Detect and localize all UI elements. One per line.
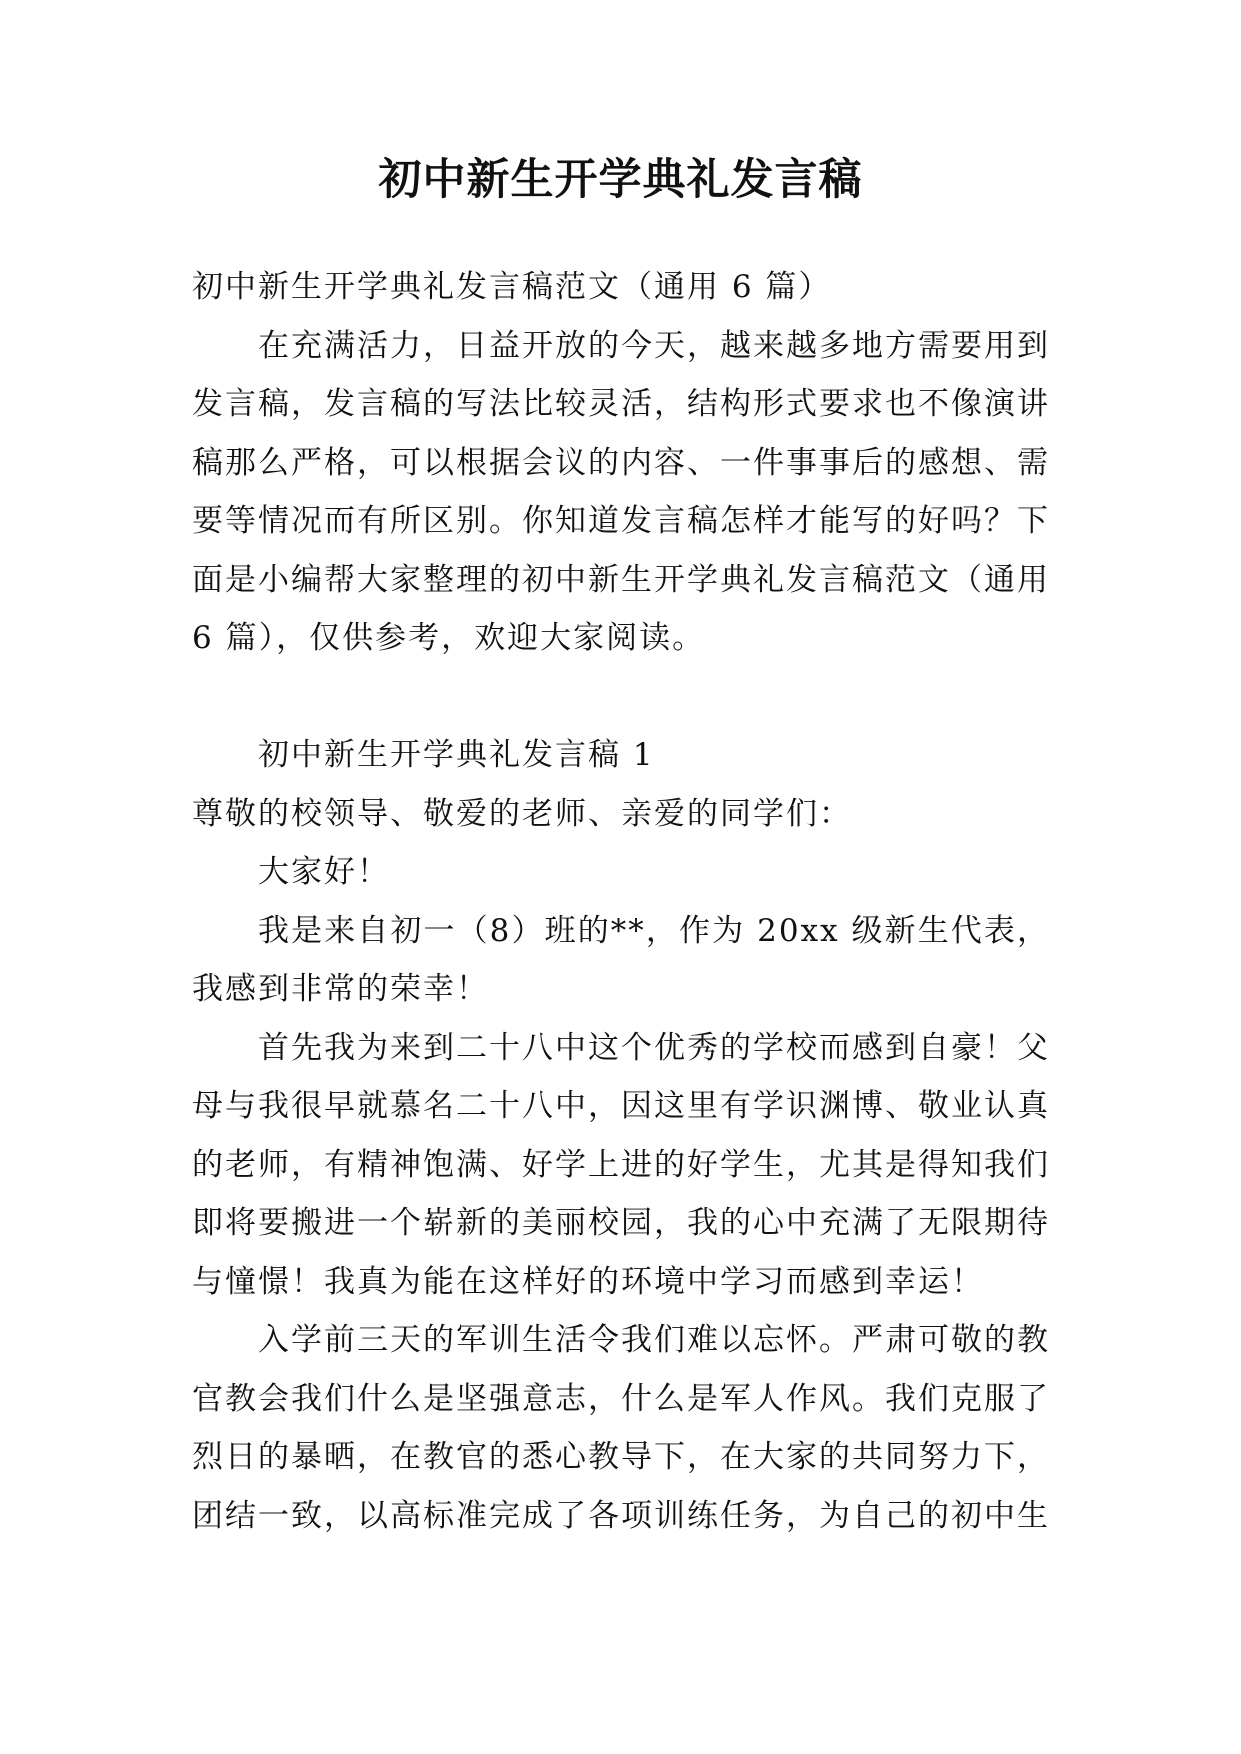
body-paragraph: 入学前三天的军训生活令我们难以忘怀。严肃可敬的教官教会我们什么是坚强意志，什么是军人作风。我们克服了烈日的暴晒，在教官的悉心教导下，在大家的共同努力下，团结一致，以高标准完成了各项训练任务，为自己的初中生 bbox=[192, 1322, 1050, 1534]
body-paragraph: 首先我为来到二十八中这个优秀的学校而感到自豪！父母与我很早就慕名二十八中，因这里有学识渊博、敬业认真的老师，有精神饱满、好学上进的好学生，尤其是得知我们即将要搬进一个崭新的美丽校园，我的心中充满了无限期待与憧憬！我真为能在这样好的环境中学习而感到幸运！ bbox=[192, 1029, 1050, 1300]
salutation: 尊敬的校领导、敬爱的老师、亲爱的同学们： bbox=[192, 795, 852, 832]
document-title: 初中新生开学典礼发言稿 bbox=[378, 155, 863, 205]
intro-paragraph: 在充满活力，日益开放的今天，越来越多地方需要用到发言稿，发言稿的写法比较灵活，结构形式要求也不像演讲稿那么严格，可以根据会议的内容、一件事事后的感想、需要等情况而有所区别。你知道发言稿怎样才能写的好吗？下面是小编帮大家整理的初中新生开学典礼发言稿范文（通用 6 篇），仅供参考，欢迎大家阅读。 bbox=[192, 327, 1050, 656]
greeting: 大家好！ bbox=[258, 854, 390, 890]
paragraph-gap bbox=[192, 668, 1050, 727]
body-paragraph: 我是来自初一（8）班的**，作为 20xx 级新生代表，我感到非常的荣幸！ bbox=[192, 912, 1050, 1007]
section-heading: 初中新生开学典礼发言稿 1 bbox=[258, 737, 655, 773]
document-body bbox=[192, 258, 1050, 1545]
document-subtitle: 初中新生开学典礼发言稿范文（通用 6 篇） bbox=[192, 269, 832, 305]
